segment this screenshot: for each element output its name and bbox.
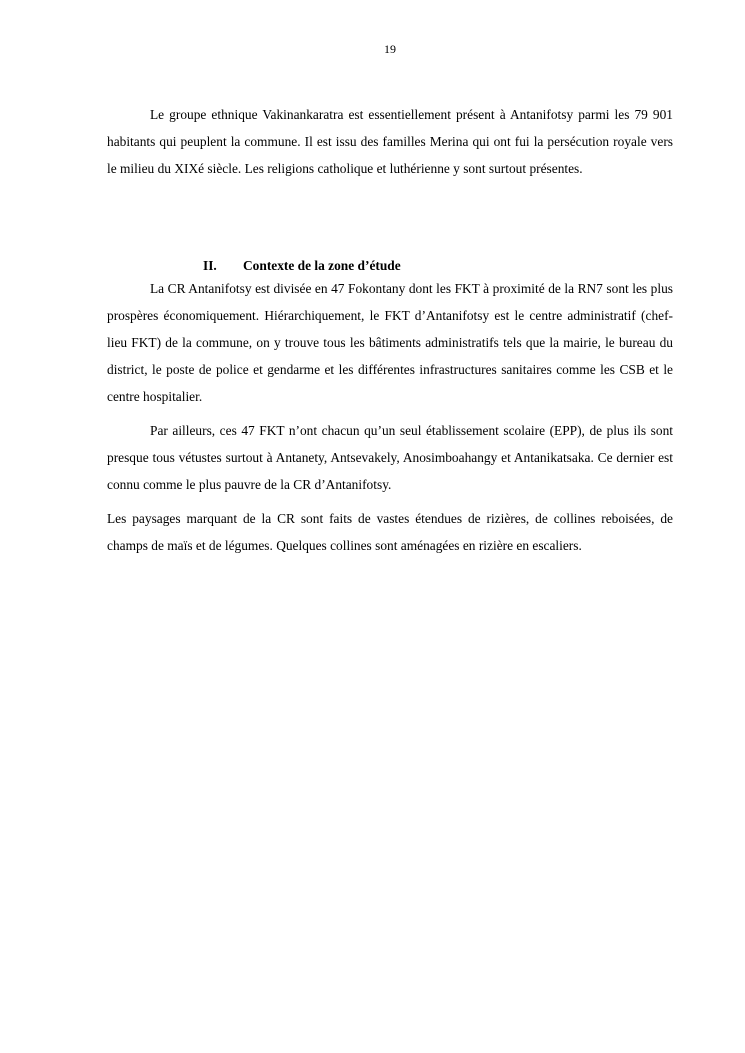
paragraph-schools: Par ailleurs, ces 47 FKT n’ont chacun qu’un seul établissement scolaire (EPP), de plus ils sont presque tous vétustes surtout à Antanety, Antsevakely, Anosimboahangy et Antanikatsaka. Ce dernier est connu comme le plus pauvre de la CR d’Antanifotsy. bbox=[107, 423, 673, 492]
section-title: Contexte de la zone d’étude bbox=[243, 258, 401, 273]
page-number: 19 bbox=[384, 42, 396, 56]
paragraph-landscapes: Les paysages marquant de la CR sont faits de vastes étendues de rizières, de collines reboisées, de champs de maïs et de légumes. Quelques collines sont aménagées en rizière en escaliers. bbox=[107, 511, 673, 553]
paragraph-ethnic-group: Le groupe ethnique Vakinankaratra est essentiellement présent à Antanifotsy parmi les 79 901 habitants qui peuplent la commune. Il est issu des familles Merina qui ont fui la persécution royale vers le milieu du XIXé siècle. Les religions catholique et luthérienne y sont surtout présentes. bbox=[107, 107, 673, 176]
paragraph-commune-structure: La CR Antanifotsy est divisée en 47 Fokontany dont les FKT à proximité de la RN7 sont les plus prospères économiquement. Hiérarchiquement, le FKT d’Antanifotsy est le centre administratif (chef-lieu FKT) de la commune, on y trouve tous les bâtiments administratifs tels que la mairie, le bureau du district, le poste de police et gendarme et les différentes infrastructures sanitaires comme les CSB et le centre hospitalier. bbox=[107, 281, 673, 404]
section-number: II. bbox=[203, 258, 217, 273]
